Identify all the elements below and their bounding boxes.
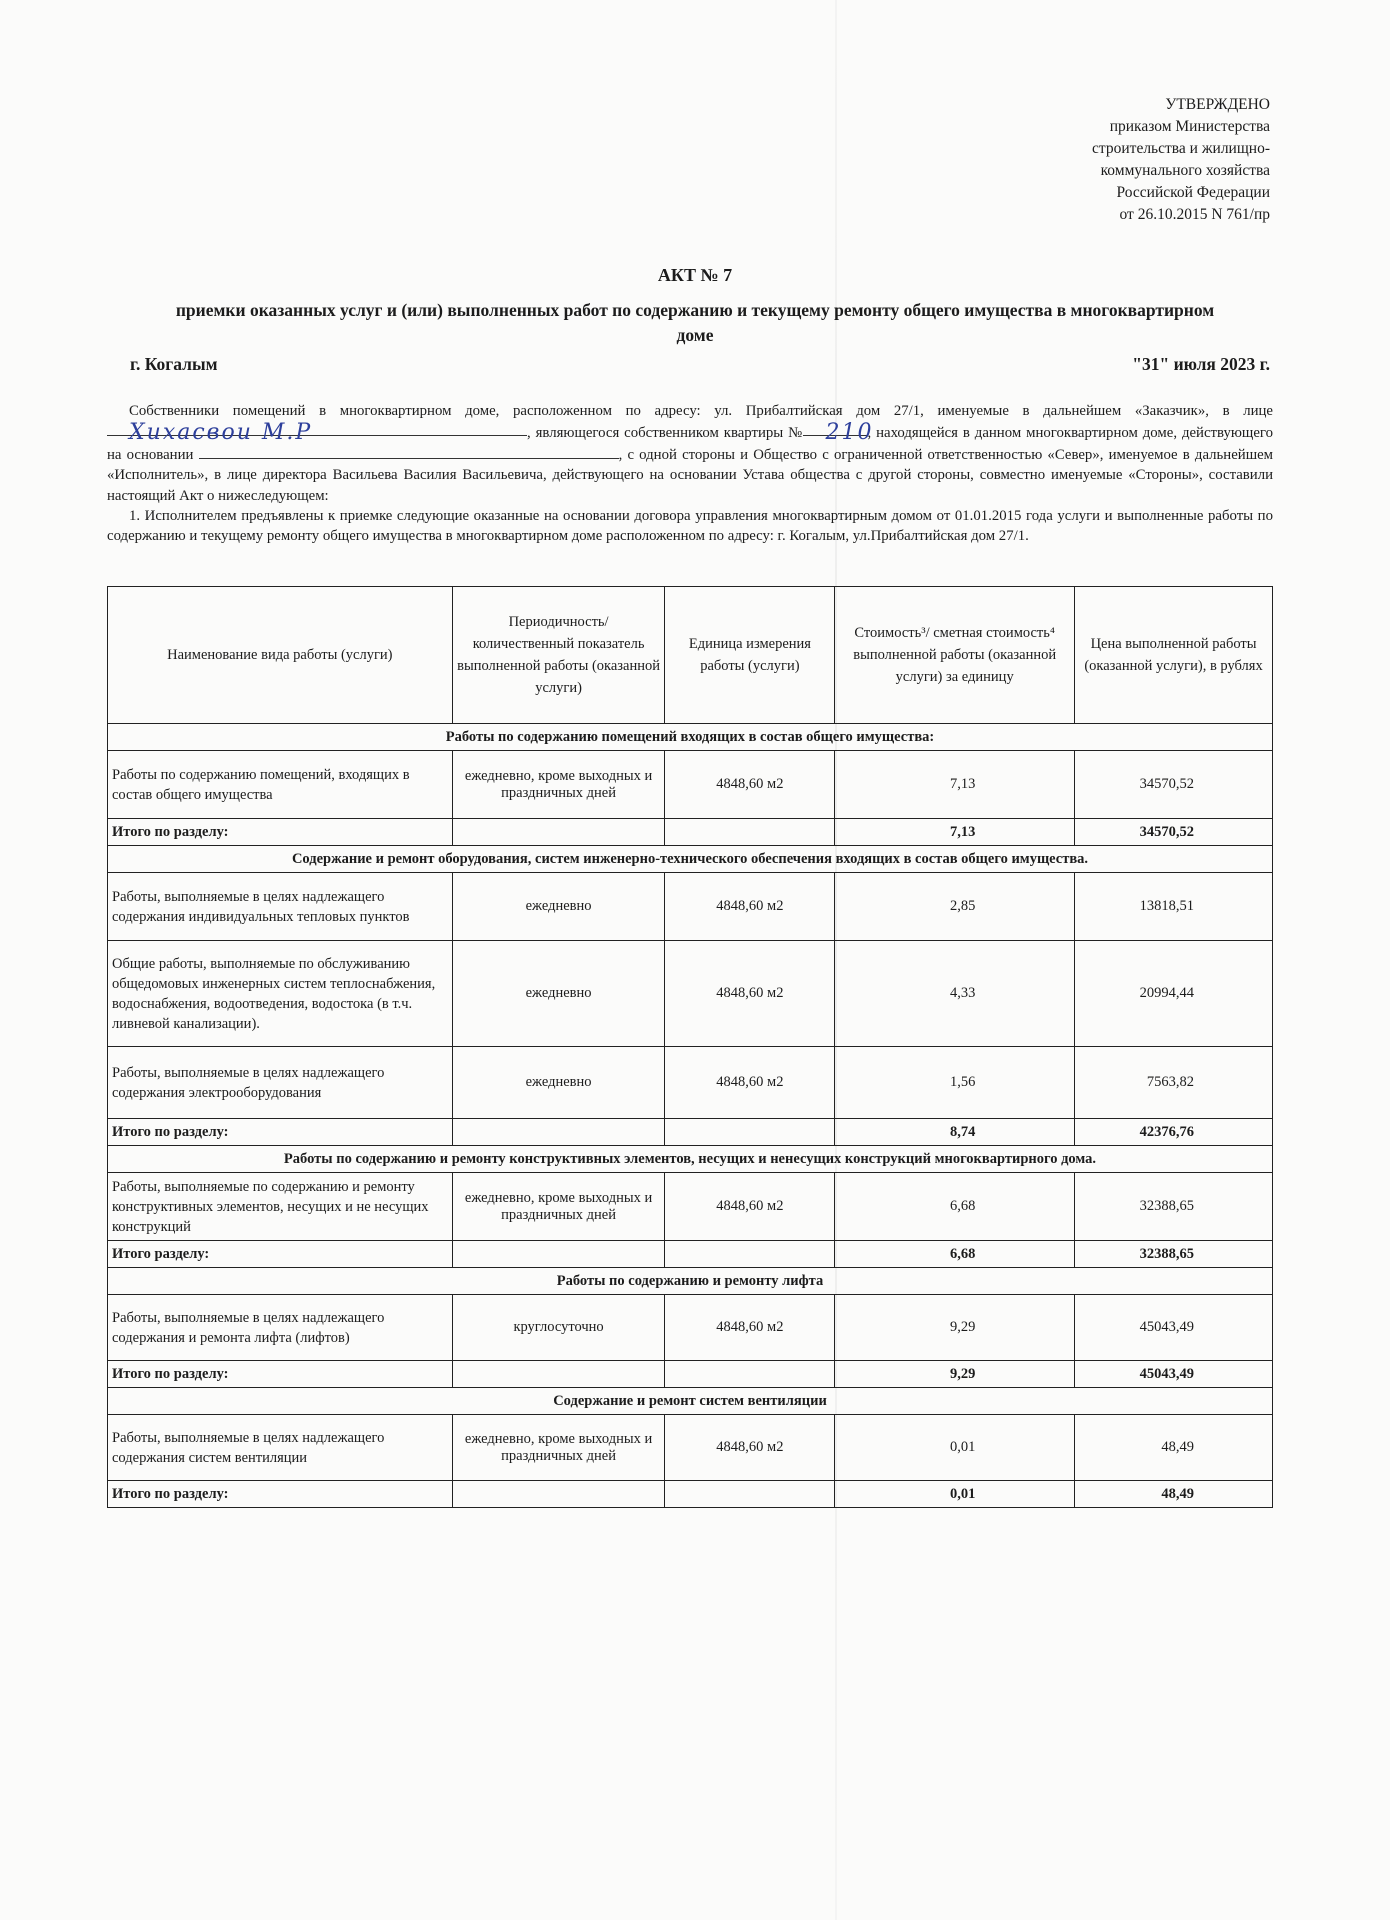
header-work-name: Наименование вида работы (услуги) [108, 587, 453, 724]
handwritten-name: Хихасвои М.Р [129, 420, 313, 446]
total-price: 34570,52 [1075, 819, 1273, 846]
unit: 4848,60 м2 [665, 873, 835, 941]
total-cost: 0,01 [835, 1481, 1075, 1508]
act-number: АКТ № 7 [657, 265, 733, 285]
section-total-row [108, 1481, 1273, 1508]
work-name: Работы, выполняемые в целях надлежащего содержания электрооборудования [108, 1047, 453, 1119]
total-cost: 7,13 [835, 819, 1075, 846]
price: 34570,52 [1075, 751, 1273, 819]
total-price: 45043,49 [1075, 1361, 1273, 1388]
section-title-row [108, 1268, 1273, 1295]
table-row [108, 941, 1273, 1047]
table-header-row [108, 587, 1273, 724]
table-row [108, 873, 1273, 941]
total-empty [452, 819, 665, 846]
city-date-row [130, 354, 1270, 375]
unit-cost: 0,01 [835, 1415, 1075, 1481]
act-subtitle: приемки оказанных услуг и (или) выполненных работ по содержанию и текущему ремонту общего имущества в многоквартирном доме [175, 300, 1215, 345]
work-name: Работы, выполняемые в целях надлежащего содержания и ремонта лифта (лифтов) [108, 1295, 453, 1361]
table-row [108, 1047, 1273, 1119]
table-row [108, 751, 1273, 819]
periodicity: ежедневно [452, 873, 665, 941]
signature-field [107, 420, 527, 446]
section-total-row [108, 1241, 1273, 1268]
section-title-row [108, 846, 1273, 873]
total-empty [452, 1361, 665, 1388]
total-label: Итого по разделу: [108, 1119, 453, 1146]
price: 32388,65 [1075, 1173, 1273, 1241]
periodicity: ежедневно [452, 1047, 665, 1119]
approval-line: от 26.10.2015 N 761/пр [1119, 206, 1270, 223]
header-unit: Единица измерения работы (услуги) [665, 587, 835, 724]
section-title: Содержание и ремонт систем вентиляции [108, 1388, 1273, 1415]
section-title: Содержание и ремонт оборудования, систем инженерно-технического обеспечения входящих в состав общего имущества. [108, 846, 1273, 873]
total-label: Итого по разделу: [108, 1481, 453, 1508]
total-empty [452, 1119, 665, 1146]
approval-line: строительства и жилищно- [1092, 140, 1270, 157]
unit-cost: 4,33 [835, 941, 1075, 1047]
intro-text [107, 401, 1273, 547]
total-empty [665, 819, 835, 846]
section-title: Работы по содержанию и ремонту конструктивных элементов, несущих и ненесущих конструкций многоквартирного дома. [108, 1146, 1273, 1173]
periodicity: ежедневно, кроме выходных и праздничных дней [452, 1415, 665, 1481]
unit: 4848,60 м2 [665, 941, 835, 1047]
unit-cost: 1,56 [835, 1047, 1075, 1119]
work-name: Работы, выполняемые в целях надлежащего содержания индивидуальных тепловых пунктов [108, 873, 453, 941]
total-empty [665, 1361, 835, 1388]
periodicity: ежедневно, кроме выходных и праздничных дней [452, 751, 665, 819]
header-periodicity: Периодичность/ количественный показатель выполненной работы (оказанной услуги) [452, 587, 665, 724]
work-name: Работы, выполняемые по содержанию и ремонту конструктивных элементов, несущих и не несущих конструкций [108, 1173, 453, 1241]
apartment-field [803, 420, 874, 446]
unit: 4848,60 м2 [665, 1047, 835, 1119]
table-row [108, 1415, 1273, 1481]
work-name: Общие работы, выполняемые по обслуживанию общедомовых инженерных систем теплоснабжения, водоснабжения, водоотведения, водостока (в т.ч. ливневой канализации). [108, 941, 453, 1047]
intro-text-part: , с одной стороны и Общество с ограниченной ответственностью «Север», именуемое в дальнейшем «Исполнитель», в лице директора Васильева Василия Васильевича, действующего на основании Устава общества с другой стороны, совместно именуемые «Стороны», составили настоящий Акт о нижеследующем: [107, 446, 1274, 504]
section-title-row [108, 1146, 1273, 1173]
approval-line: УТВЕРЖДЕНО [1165, 96, 1270, 113]
section-title-row [108, 724, 1273, 751]
basis-field [199, 444, 619, 459]
work-name: Работы, выполняемые в целях надлежащего содержания систем вентиляции [108, 1415, 453, 1481]
approval-stamp-text [1010, 94, 1270, 226]
intro-text-part: Собственники помещений в многоквартирном доме, расположенном по адресу: ул. Прибалтийская дом 27/1, именуемые в дальнейшем «Заказчик», в лице [129, 403, 1273, 419]
city: г. Когалым [130, 354, 218, 374]
unit: 4848,60 м2 [665, 1295, 835, 1361]
price: 13818,51 [1075, 873, 1273, 941]
approval-line: Российской Федерации [1116, 184, 1270, 201]
section-title: Работы по содержанию и ремонту лифта [108, 1268, 1273, 1295]
price: 45043,49 [1075, 1295, 1273, 1361]
total-label: Итого по разделу: [108, 819, 453, 846]
total-label: Итого разделу: [108, 1241, 453, 1268]
work-name: Работы по содержанию помещений, входящих в состав общего имущества [108, 751, 453, 819]
total-empty [665, 1241, 835, 1268]
table-row [108, 1173, 1273, 1241]
unit-cost: 2,85 [835, 873, 1075, 941]
total-label: Итого по разделу: [108, 1361, 453, 1388]
handwritten-apartment: 210 [825, 420, 874, 446]
section-title: Работы по содержанию помещений входящих в состав общего имущества: [108, 724, 1273, 751]
unit: 4848,60 м2 [665, 751, 835, 819]
intro-paragraph-2: 1. Исполнителем предъявлены к приемке следующие оказанные на основании договора управления многоквартирным домом от 01.01.2015 года услуги и выполненные работы по содержанию и текущему ремонту общего имущества в многоквартирном доме расположенном по адресу: г. Когалым, ул.Прибалтийская дом 27/1. [107, 508, 1273, 545]
approval-line: приказом Министерства [1109, 118, 1270, 135]
total-cost: 9,29 [835, 1361, 1075, 1388]
periodicity: круглосуточно [452, 1295, 665, 1361]
total-price: 32388,65 [1075, 1241, 1273, 1268]
total-empty [452, 1481, 665, 1508]
price: 7563,82 [1075, 1047, 1273, 1119]
price: 48,49 [1075, 1415, 1273, 1481]
periodicity: ежедневно, кроме выходных и праздничных дней [452, 1173, 665, 1241]
header-unit-cost: Стоимость³/ сметная стоимость⁴ выполненной работы (оказанной услуги) за единицу [835, 587, 1075, 724]
total-price: 42376,76 [1075, 1119, 1273, 1146]
total-cost: 6,68 [835, 1241, 1075, 1268]
section-total-row [108, 1119, 1273, 1146]
total-empty [452, 1241, 665, 1268]
unit: 4848,60 м2 [665, 1173, 835, 1241]
table-row [108, 1295, 1273, 1361]
unit-cost: 9,29 [835, 1295, 1075, 1361]
unit: 4848,60 м2 [665, 1415, 835, 1481]
total-empty [665, 1119, 835, 1146]
approval-line: коммунального хозяйства [1100, 162, 1270, 179]
intro-text-part: , являющегося собственником квартиры № [527, 425, 804, 442]
section-total-row [108, 819, 1273, 846]
periodicity: ежедневно [452, 941, 665, 1047]
unit-cost: 7,13 [835, 751, 1075, 819]
price: 20994,44 [1075, 941, 1273, 1047]
table-body [108, 724, 1273, 1508]
total-empty [665, 1481, 835, 1508]
unit-cost: 6,68 [835, 1173, 1075, 1241]
section-title-row [108, 1388, 1273, 1415]
total-price: 48,49 [1075, 1481, 1273, 1508]
header-price: Цена выполненной работы (оказанной услуги), в рублях [1075, 587, 1273, 724]
section-total-row [108, 1361, 1273, 1388]
works-table [107, 586, 1273, 1508]
intro-paragraph-1 [107, 401, 1273, 506]
total-cost: 8,74 [835, 1119, 1075, 1146]
intro-text-part: , находящейся в данном многоквартирном доме, действующего на основании [107, 425, 1273, 463]
act-date: "31" июля 2023 г. [1132, 354, 1270, 374]
